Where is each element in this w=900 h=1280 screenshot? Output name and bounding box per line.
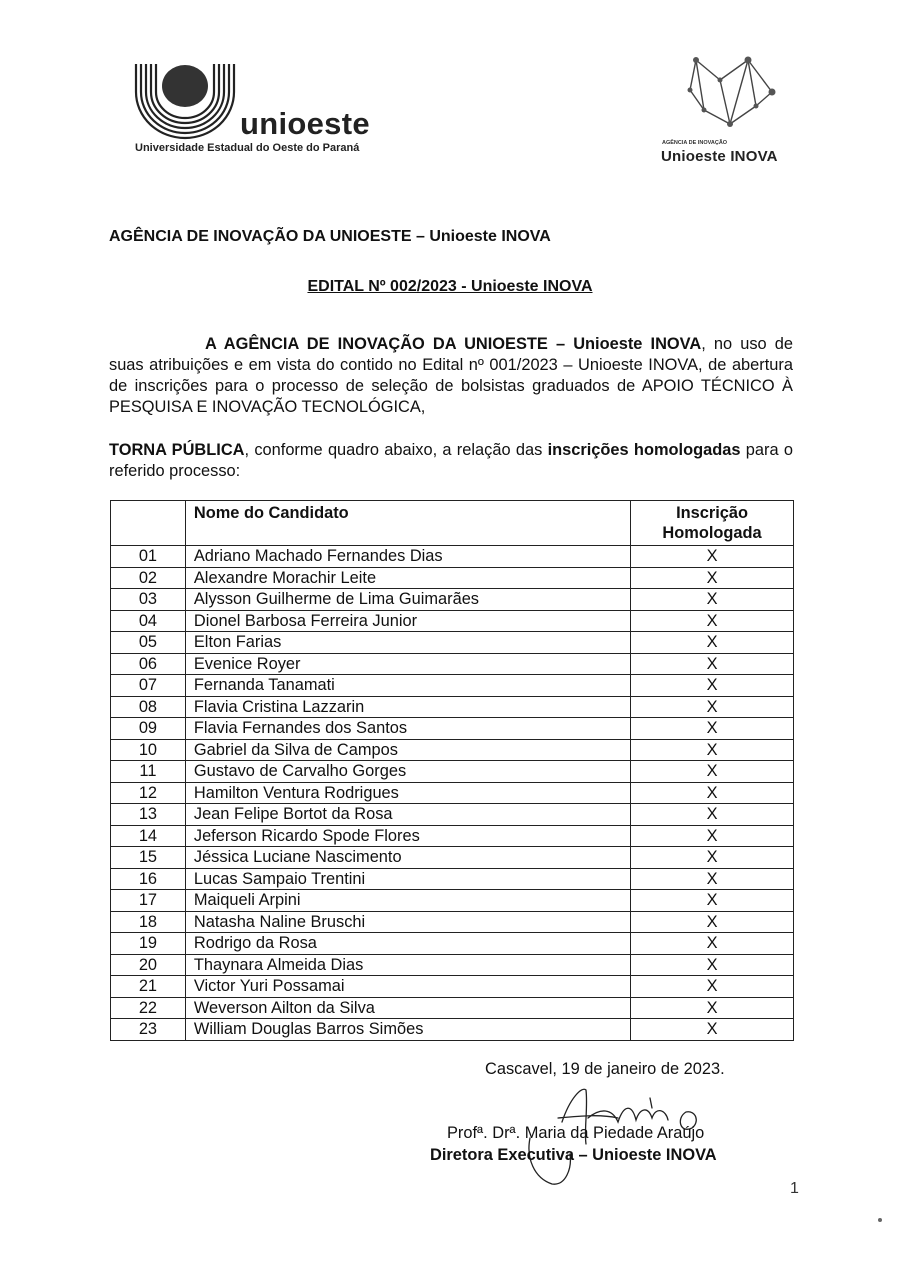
table-row <box>111 847 794 869</box>
signer-name: Profª. Drª. Maria da Piedade Araújo <box>447 1124 705 1142</box>
row-number: 01 <box>111 546 186 568</box>
candidate-name: Maiqueli Arpini <box>185 890 630 912</box>
row-number: 21 <box>111 976 186 998</box>
table-row <box>111 761 794 783</box>
candidate-name: Jean Felipe Bortot da Rosa <box>185 804 630 826</box>
intro-lead: A AGÊNCIA DE INOVAÇÃO DA UNIOESTE – Unioeste INOVA <box>205 335 702 353</box>
row-number: 02 <box>111 567 186 589</box>
candidate-name: Flavia Cristina Lazzarin <box>185 696 630 718</box>
table-body <box>111 546 794 1041</box>
candidate-name: Rodrigo da Rosa <box>185 933 630 955</box>
table-row <box>111 868 794 890</box>
network-emblem-icon <box>676 50 786 136</box>
homologated-mark: X <box>631 696 794 718</box>
homologated-mark: X <box>631 933 794 955</box>
row-number: 11 <box>111 761 186 783</box>
row-number: 18 <box>111 911 186 933</box>
agency-heading: AGÊNCIA DE INOVAÇÃO DA UNIOESTE – Unioeste INOVA <box>109 228 551 245</box>
intro-text: , no uso de suas atribuições e em vista do contido no Edital nº 001/2023 – Unioeste INOVA, de abertura de inscrições para o processo de seleção de bolsistas graduados de APOIO TÉCNICO À PESQUISA E INOVAÇÃO TECNOLÓGICA, <box>109 335 793 416</box>
candidate-name: Gustavo de Carvalho Gorges <box>185 761 630 783</box>
inova-name: Unioeste INOVA <box>661 148 778 165</box>
edital-title-text: EDITAL Nº 002/2023 - Unioeste INOVA <box>307 278 593 295</box>
homologated-mark: X <box>631 890 794 912</box>
table-row <box>111 718 794 740</box>
scan-dot <box>878 1218 882 1222</box>
header-homologated-line1: Inscrição <box>676 504 749 522</box>
candidate-name: Victor Yuri Possamai <box>185 976 630 998</box>
table-header-row <box>111 501 794 546</box>
homologated-mark: X <box>631 718 794 740</box>
signer-role: Diretora Executiva – Unioeste INOVA <box>430 1146 717 1164</box>
edital-title <box>0 278 900 296</box>
row-number: 23 <box>111 1019 186 1041</box>
announcement-emphasis: inscrições homologadas <box>547 441 741 459</box>
row-number: 13 <box>111 804 186 826</box>
table-row <box>111 890 794 912</box>
inova-small-label: AGÊNCIA DE INOVAÇÃO <box>662 140 728 146</box>
table-row <box>111 825 794 847</box>
homologated-mark: X <box>631 1019 794 1041</box>
header-homologated <box>631 501 794 546</box>
announcement-lead: TORNA PÚBLICA <box>109 441 245 459</box>
table-row <box>111 675 794 697</box>
table-row <box>111 610 794 632</box>
unioeste-tagline: Universidade Estadual do Oeste do Paraná <box>135 142 360 154</box>
row-number: 19 <box>111 933 186 955</box>
table-row <box>111 954 794 976</box>
row-number: 10 <box>111 739 186 761</box>
candidate-name: Evenice Royer <box>185 653 630 675</box>
homologated-mark: X <box>631 825 794 847</box>
candidate-name: William Douglas Barros Simões <box>185 1019 630 1041</box>
homologated-mark: X <box>631 804 794 826</box>
table-row <box>111 804 794 826</box>
header-number <box>111 501 186 546</box>
row-number: 17 <box>111 890 186 912</box>
table-row <box>111 1019 794 1041</box>
homologated-mark: X <box>631 911 794 933</box>
announcement-paragraph <box>109 440 793 482</box>
row-number: 05 <box>111 632 186 654</box>
header-name: Nome do Candidato <box>185 501 630 546</box>
candidate-name: Jéssica Luciane Nascimento <box>185 847 630 869</box>
page-mark: 1 <box>790 1180 799 1197</box>
candidate-name: Dionel Barbosa Ferreira Junior <box>185 610 630 632</box>
homologated-mark: X <box>631 546 794 568</box>
row-number: 04 <box>111 610 186 632</box>
candidate-name: Alysson Guilherme de Lima Guimarães <box>185 589 630 611</box>
row-number: 07 <box>111 675 186 697</box>
row-number: 03 <box>111 589 186 611</box>
row-number: 15 <box>111 847 186 869</box>
candidate-name: Jeferson Ricardo Spode Flores <box>185 825 630 847</box>
candidate-name: Thaynara Almeida Dias <box>185 954 630 976</box>
announcement-mid: , conforme quadro abaixo, a relação das <box>244 441 548 459</box>
homologated-mark: X <box>631 675 794 697</box>
table-row <box>111 546 794 568</box>
table-row <box>111 933 794 955</box>
homologated-mark: X <box>631 997 794 1019</box>
header-homologated-line2: Homologada <box>662 524 762 542</box>
homologated-mark: X <box>631 847 794 869</box>
place-date: Cascavel, 19 de janeiro de 2023. <box>485 1060 725 1078</box>
candidate-name: Elton Farias <box>185 632 630 654</box>
candidate-name: Flavia Fernandes dos Santos <box>185 718 630 740</box>
table-row <box>111 567 794 589</box>
candidates-table <box>110 500 794 1041</box>
intro-paragraph <box>109 334 793 418</box>
homologated-mark: X <box>631 589 794 611</box>
homologated-mark: X <box>631 610 794 632</box>
row-number: 09 <box>111 718 186 740</box>
row-number: 16 <box>111 868 186 890</box>
unioeste-wordmark: unioeste <box>240 106 370 141</box>
candidate-name: Natasha Naline Bruschi <box>185 911 630 933</box>
inova-logo <box>658 50 808 170</box>
homologated-mark: X <box>631 567 794 589</box>
row-number: 14 <box>111 825 186 847</box>
row-number: 20 <box>111 954 186 976</box>
homologated-mark: X <box>631 653 794 675</box>
candidate-name: Adriano Machado Fernandes Dias <box>185 546 630 568</box>
row-number: 06 <box>111 653 186 675</box>
homologated-mark: X <box>631 782 794 804</box>
homologated-mark: X <box>631 761 794 783</box>
table-row <box>111 739 794 761</box>
homologated-mark: X <box>631 976 794 998</box>
table-row <box>111 653 794 675</box>
candidate-name: Hamilton Ventura Rodrigues <box>185 782 630 804</box>
unioeste-emblem-icon <box>133 62 237 140</box>
table-row <box>111 632 794 654</box>
candidate-name: Fernanda Tanamati <box>185 675 630 697</box>
candidate-name: Lucas Sampaio Trentini <box>185 868 630 890</box>
table-row <box>111 589 794 611</box>
table-row <box>111 911 794 933</box>
homologated-mark: X <box>631 632 794 654</box>
homologated-mark: X <box>631 739 794 761</box>
row-number: 12 <box>111 782 186 804</box>
candidate-name: Alexandre Morachir Leite <box>185 567 630 589</box>
announcement-end: para o referido processo: <box>109 441 793 480</box>
homologated-mark: X <box>631 954 794 976</box>
table-row <box>111 696 794 718</box>
table-row <box>111 997 794 1019</box>
candidate-name: Weverson Ailton da Silva <box>185 997 630 1019</box>
table-row <box>111 976 794 998</box>
row-number: 08 <box>111 696 186 718</box>
unioeste-logo <box>133 62 393 162</box>
table-row <box>111 782 794 804</box>
homologated-mark: X <box>631 868 794 890</box>
row-number: 22 <box>111 997 186 1019</box>
candidate-name: Gabriel da Silva de Campos <box>185 739 630 761</box>
